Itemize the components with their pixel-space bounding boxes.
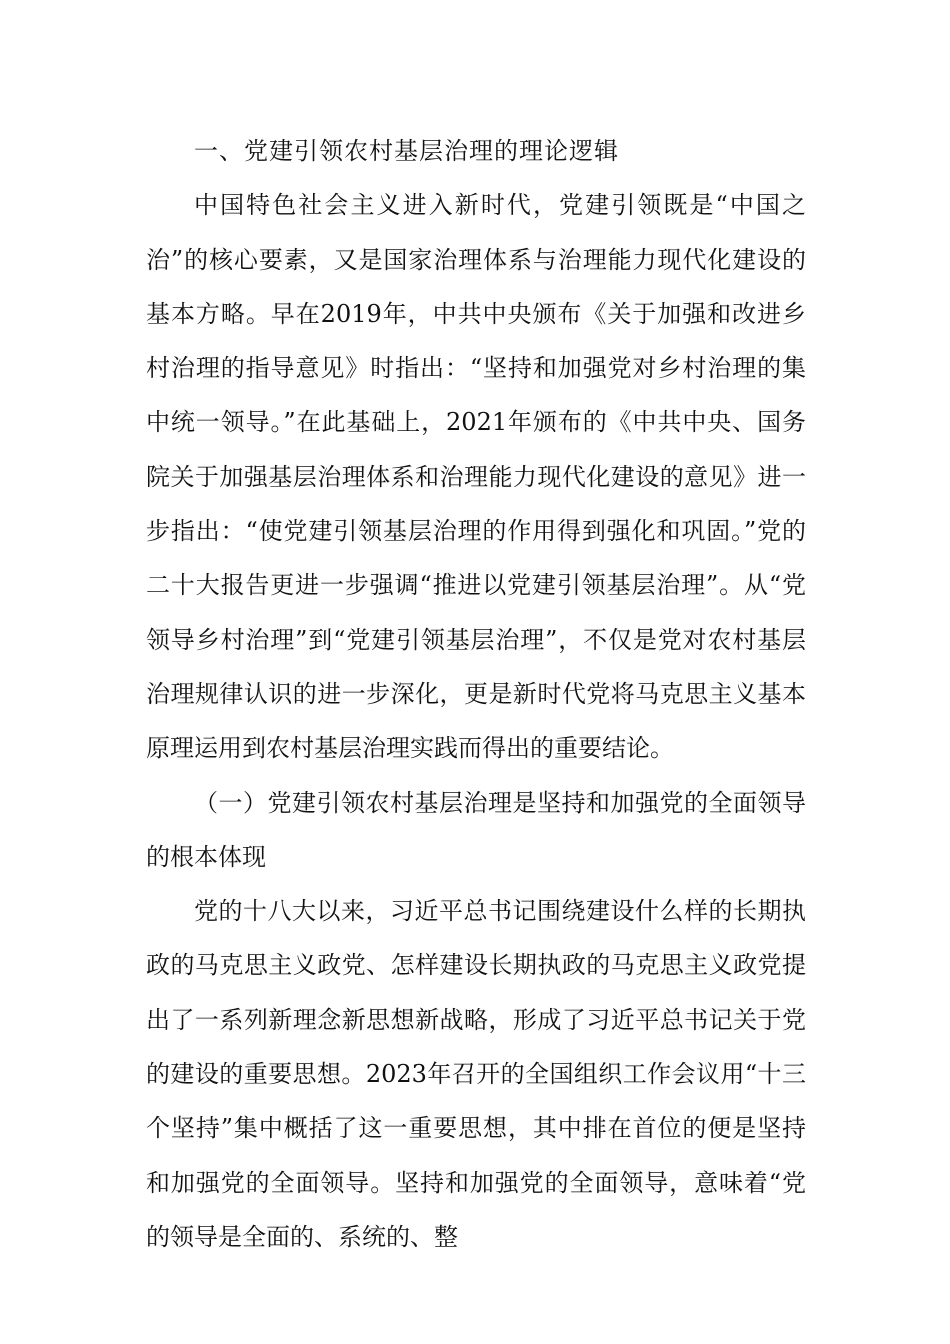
body-paragraph: 党的十八大以来，习近平总书记围绕建设什么样的长期执政的马克思主义政党、怎样建设长期执政的马克思主义政党提出了一系列新理念新思想新战略，形成了习近平总书记关于党的建设的重要思想。2023年召开的全国组织工作会议用“十三个坚持”集中概括了这一重要思想，其中排在首位的便是坚持和加强党的全面领导。坚持和加强党的全面领导，意味着“党的领导是全面的、系统的、整	[146, 897, 806, 1251]
subsection-heading: （一）党建引领农村基层治理是坚持和加强党的全面领导的根本体现	[146, 788, 806, 871]
body-paragraph: 中国特色社会主义进入新时代，党建引领既是“中国之治”的核心要素，又是国家治理体系与治理能力现代化建设的基本方略。早在2019年，中共中央颁布《关于加强和改进乡村治理的指导意见》时指出：“坚持和加强党对乡村治理的集中统一领导。”在此基础上，2021年颁布的《中共中央、国务院关于加强基层治理体系和治理能力现代化建设的意见》进一步指出：“使党建引领基层治理的作用得到强化和巩固。”党的二十大报告更进一步强调“推进以党建引领基层治理”。从“党领导乡村治理”到“党建引领基层治理”，不仅是党对农村基层治理规律认识的进一步深化，更是新时代党将马克思主义基本原理运用到农村基层治理实践而得出的重要结论。	[146, 191, 806, 763]
section-heading: 一、党建引领农村基层治理的理论逻辑	[194, 137, 619, 165]
document-body	[146, 124, 806, 1264]
